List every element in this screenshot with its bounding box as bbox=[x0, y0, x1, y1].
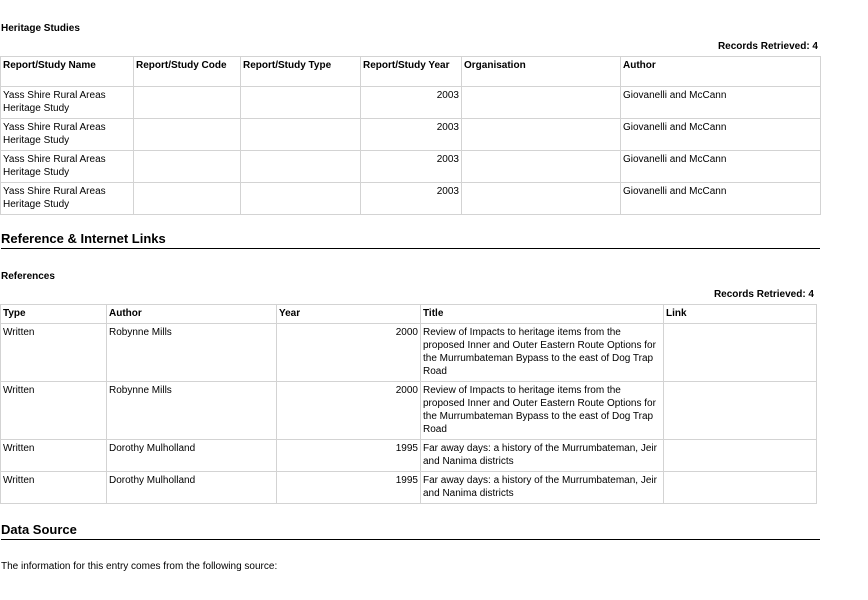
col-header-author: Author bbox=[621, 57, 821, 87]
col-header-author: Author bbox=[107, 305, 277, 324]
title-cell: Review of Impacts to heritage items from the proposed Inner and Outer Eastern Route Options for the Murrumbateman Bypass to the east of Dog Trap Road bbox=[421, 382, 664, 440]
link-cell bbox=[664, 382, 817, 440]
col-header-type: Type bbox=[1, 305, 107, 324]
author-cell: Robynne Mills bbox=[107, 324, 277, 382]
author-cell: Giovanelli and McCann bbox=[621, 87, 821, 119]
organisation-cell bbox=[462, 183, 621, 215]
author-cell: Giovanelli and McCann bbox=[621, 151, 821, 183]
report-type-cell bbox=[241, 119, 361, 151]
col-header-title: Title bbox=[421, 305, 664, 324]
data-source-text: The information for this entry comes from the following source: bbox=[1, 561, 278, 572]
report-name-cell: Yass Shire Rural Areas Heritage Study bbox=[1, 183, 134, 215]
year-cell: 2000 bbox=[277, 324, 421, 382]
author-cell: Giovanelli and McCann bbox=[621, 119, 821, 151]
col-header-link: Link bbox=[664, 305, 817, 324]
table-row bbox=[1, 472, 817, 504]
link-cell bbox=[664, 440, 817, 472]
heritage-records-retrieved: Records Retrieved: 4 bbox=[717, 41, 818, 52]
report-name-cell: Yass Shire Rural Areas Heritage Study bbox=[1, 119, 134, 151]
report-type-cell bbox=[241, 183, 361, 215]
title-cell: Review of Impacts to heritage items from the proposed Inner and Outer Eastern Route Options for the Murrumbateman Bypass to the east of Dog Trap Road bbox=[421, 324, 664, 382]
report-code-cell bbox=[134, 87, 241, 119]
col-header-year: Year bbox=[277, 305, 421, 324]
author-cell: Giovanelli and McCann bbox=[621, 183, 821, 215]
report-code-cell bbox=[134, 119, 241, 151]
report-name-cell: Yass Shire Rural Areas Heritage Study bbox=[1, 151, 134, 183]
references-records-retrieved: Records Retrieved: 4 bbox=[713, 289, 814, 300]
report-type-cell bbox=[241, 151, 361, 183]
year-cell: 2000 bbox=[277, 382, 421, 440]
title-cell: Far away days: a history of the Murrumbateman, Jeir and Nanima districts bbox=[421, 472, 664, 504]
heritage-studies-table bbox=[0, 56, 821, 215]
heritage-header-row bbox=[1, 57, 821, 87]
report-year-cell: 2003 bbox=[361, 87, 462, 119]
col-header-report-name: Report/Study Name bbox=[1, 57, 134, 87]
data-source-section-title: Data Source bbox=[1, 522, 820, 540]
type-cell: Written bbox=[1, 324, 107, 382]
type-cell: Written bbox=[1, 382, 107, 440]
author-cell: Dorothy Mulholland bbox=[107, 440, 277, 472]
author-cell: Dorothy Mulholland bbox=[107, 472, 277, 504]
report-code-cell bbox=[134, 151, 241, 183]
references-header-row bbox=[1, 305, 817, 324]
organisation-cell bbox=[462, 119, 621, 151]
col-header-report-type: Report/Study Type bbox=[241, 57, 361, 87]
table-row bbox=[1, 324, 817, 382]
report-year-cell: 2003 bbox=[361, 119, 462, 151]
col-header-organisation: Organisation bbox=[462, 57, 621, 87]
table-row bbox=[1, 440, 817, 472]
organisation-cell bbox=[462, 151, 621, 183]
author-cell: Robynne Mills bbox=[107, 382, 277, 440]
col-header-report-year: Report/Study Year bbox=[361, 57, 462, 87]
references-table bbox=[0, 304, 817, 504]
table-row bbox=[1, 382, 817, 440]
table-row bbox=[1, 183, 821, 215]
link-cell bbox=[664, 324, 817, 382]
table-row bbox=[1, 119, 821, 151]
report-year-cell: 2003 bbox=[361, 183, 462, 215]
type-cell: Written bbox=[1, 472, 107, 504]
link-cell bbox=[664, 472, 817, 504]
table-row bbox=[1, 87, 821, 119]
col-header-report-code: Report/Study Code bbox=[134, 57, 241, 87]
heritage-studies-subheading: Heritage Studies bbox=[1, 23, 80, 34]
report-type-cell bbox=[241, 87, 361, 119]
reference-links-section-title: Reference & Internet Links bbox=[1, 231, 820, 249]
report-year-cell: 2003 bbox=[361, 151, 462, 183]
report-name-cell: Yass Shire Rural Areas Heritage Study bbox=[1, 87, 134, 119]
year-cell: 1995 bbox=[277, 472, 421, 504]
title-cell: Far away days: a history of the Murrumbateman, Jeir and Nanima districts bbox=[421, 440, 664, 472]
report-code-cell bbox=[134, 183, 241, 215]
year-cell: 1995 bbox=[277, 440, 421, 472]
references-subheading: References bbox=[1, 271, 55, 282]
table-row bbox=[1, 151, 821, 183]
organisation-cell bbox=[462, 87, 621, 119]
type-cell: Written bbox=[1, 440, 107, 472]
